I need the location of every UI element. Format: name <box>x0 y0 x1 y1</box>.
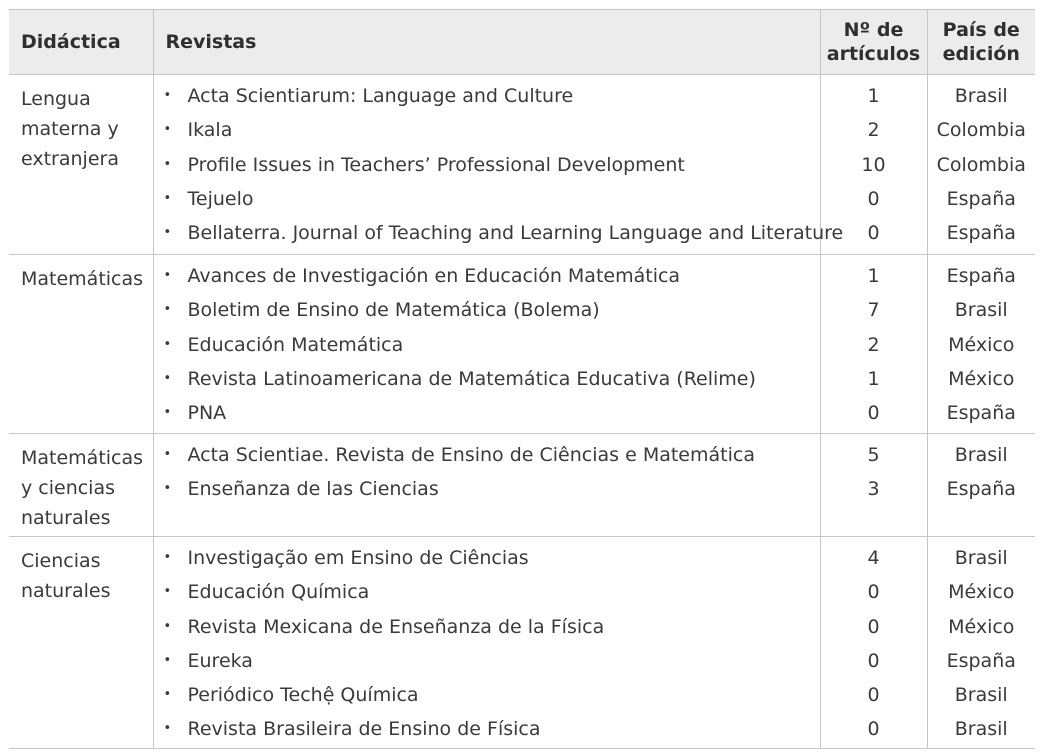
journal-row <box>154 438 820 472</box>
table-body <box>9 75 1035 749</box>
bullet-icon: • <box>163 584 172 600</box>
article-count: 4 <box>867 547 880 569</box>
journal-name: PNA <box>187 402 227 425</box>
category-line: extranjera <box>21 148 119 170</box>
journal-row <box>154 541 820 575</box>
journals-table <box>9 9 1035 749</box>
journal-row <box>154 113 820 147</box>
article-count: 2 <box>867 119 880 142</box>
article-count: 5 <box>867 444 880 466</box>
journal-name: Investigação em Ensino de Ciências <box>187 547 529 569</box>
table-row-group <box>9 75 1035 255</box>
article-count: 1 <box>867 265 880 287</box>
bullet-icon: • <box>163 405 172 421</box>
country-name: Brasil <box>954 85 1008 107</box>
country-name: España <box>946 265 1016 287</box>
journal-name: Periódico Techệ Química <box>187 684 419 707</box>
category-cell <box>9 75 153 255</box>
category-line: Ciencias <box>21 550 101 572</box>
bullet-icon: • <box>163 268 172 283</box>
header-pais <box>927 10 1035 75</box>
header-pais-line-2: edición <box>942 43 1020 65</box>
journal-row <box>154 182 820 216</box>
article-count: 1 <box>867 85 880 107</box>
country-name: Colombia <box>936 153 1026 176</box>
header-didactica: Didáctica <box>9 10 153 75</box>
bullet-icon: • <box>163 336 172 352</box>
journals-cell <box>153 75 844 255</box>
table-row-group <box>9 255 1035 434</box>
category-line: materna y <box>21 118 119 140</box>
country-name: México <box>948 615 1015 638</box>
journal-name: Avances de Investigación en Educación Matemática <box>187 265 681 287</box>
article-count: 2 <box>867 333 880 356</box>
articles-cell <box>820 434 927 537</box>
bullet-icon: • <box>163 721 172 737</box>
header-revistas: Revistas <box>153 10 820 75</box>
bullet-icon: • <box>163 302 172 318</box>
journal-name: Bellaterra. Journal of Teaching and Learning Language and Literature <box>187 222 844 245</box>
journal-name: Tejuelo <box>187 187 254 210</box>
country-name: España <box>946 402 1016 425</box>
category-line: Matemáticas <box>21 447 144 469</box>
articles-cell <box>820 537 927 749</box>
bullet-icon: • <box>163 652 172 668</box>
journal-row <box>154 148 820 182</box>
bullet-icon: • <box>163 481 172 497</box>
category-line: naturales <box>21 580 111 602</box>
journal-row <box>154 396 820 430</box>
header-articulos-line-1: Nº de <box>843 19 904 41</box>
country-name: Brasil <box>954 299 1008 322</box>
bullet-icon: • <box>163 122 172 138</box>
bullet-icon: • <box>163 88 172 103</box>
country-name: Brasil <box>954 684 1008 707</box>
bullet-icon: • <box>163 618 172 634</box>
article-count: 0 <box>867 222 880 245</box>
category-cell <box>9 255 153 434</box>
article-count: 0 <box>867 581 880 604</box>
header-pais-line-1: País de <box>942 19 1020 41</box>
article-count: 0 <box>867 684 880 707</box>
journal-row <box>154 644 820 678</box>
bullet-icon: • <box>163 447 172 462</box>
bullet-icon: • <box>163 550 172 565</box>
bullet-icon: • <box>163 687 172 703</box>
bullet-icon: • <box>163 225 172 241</box>
country-name: México <box>948 333 1015 356</box>
country-name: España <box>946 187 1016 210</box>
category-cell <box>9 434 153 537</box>
journal-row <box>154 610 820 644</box>
journal-row <box>154 328 820 362</box>
journal-name: Enseñanza de las Ciencias <box>187 478 439 501</box>
journal-name: Revista Brasileira de Ensino de Física <box>187 718 541 741</box>
journals-cell <box>153 537 820 749</box>
table-row-group <box>9 537 1035 749</box>
country-name: Brasil <box>954 444 1008 466</box>
journal-name: Ikala <box>187 119 233 142</box>
table-header-row <box>9 10 1035 75</box>
article-count: 0 <box>867 402 880 425</box>
category-line: y ciencias <box>21 477 116 499</box>
journal-row <box>154 712 820 746</box>
bullet-icon: • <box>163 370 172 386</box>
journal-row <box>154 678 820 712</box>
journal-name: Acta Scientiarum: Language and Culture <box>187 85 574 107</box>
journal-row <box>154 79 820 113</box>
journal-row <box>154 472 820 506</box>
category-line: Matemáticas <box>21 268 144 290</box>
table-row-group <box>9 434 1035 537</box>
country-name: España <box>946 478 1016 501</box>
country-name: España <box>946 649 1016 672</box>
category-line: naturales <box>21 507 111 529</box>
category-line: Lengua <box>21 88 91 110</box>
country-name: México <box>948 367 1015 390</box>
article-count: 10 <box>861 153 886 176</box>
journal-name: Profile Issues in Teachers’ Professional Development <box>187 153 685 176</box>
header-articulos-line-2: artículos <box>826 43 921 65</box>
journal-row <box>154 293 820 327</box>
article-count: 0 <box>867 718 880 741</box>
country-cell <box>927 75 1035 255</box>
country-cell <box>927 434 1035 537</box>
journal-row <box>154 216 844 250</box>
country-name: México <box>948 581 1015 604</box>
journals-cell <box>153 434 820 537</box>
header-articulos <box>820 10 927 75</box>
article-count: 1 <box>867 367 880 390</box>
country-name: España <box>946 222 1016 245</box>
journal-name: Revista Mexicana de Enseñanza de la Física <box>187 615 605 638</box>
country-name: Brasil <box>954 718 1008 741</box>
journal-name: Acta Scientiae. Revista de Ensino de Ciências e Matemática <box>187 444 755 466</box>
article-count: 7 <box>867 299 880 322</box>
journal-name: Educación Química <box>187 581 370 604</box>
articles-cell <box>820 255 927 434</box>
journal-name: Eureka <box>187 649 253 672</box>
journal-name: Revista Latinoamericana de Matemática Educativa (Relime) <box>187 367 756 390</box>
article-count: 3 <box>867 478 880 501</box>
bullet-icon: • <box>163 156 172 172</box>
article-count: 0 <box>867 649 880 672</box>
journal-row <box>154 259 820 293</box>
country-name: Colombia <box>936 119 1026 142</box>
article-count: 0 <box>867 187 880 210</box>
article-count: 0 <box>867 615 880 638</box>
category-cell <box>9 537 153 749</box>
journal-row <box>154 362 820 396</box>
bullet-icon: • <box>163 190 172 206</box>
country-cell <box>927 537 1035 749</box>
country-cell <box>927 255 1035 434</box>
country-name: Brasil <box>954 547 1008 569</box>
journal-row <box>154 575 820 609</box>
journals-cell <box>153 255 820 434</box>
journal-name: Boletim de Ensino de Matemática (Bolema) <box>187 299 600 322</box>
journal-name: Educación Matemática <box>187 333 404 356</box>
